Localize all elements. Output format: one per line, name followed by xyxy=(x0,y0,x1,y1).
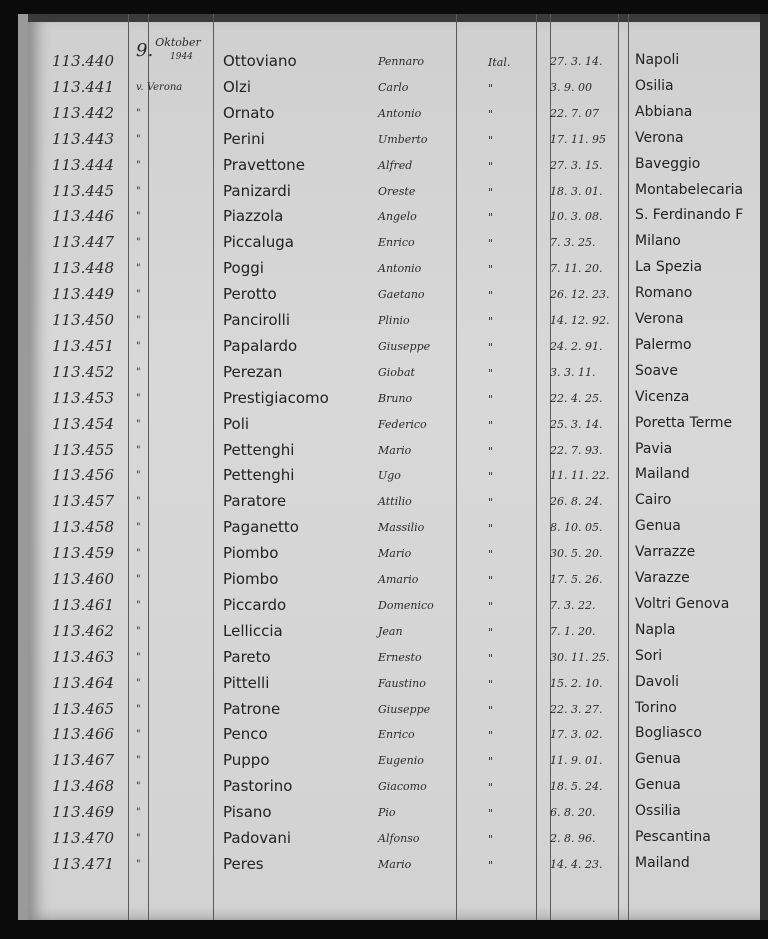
ledger-row xyxy=(28,725,768,751)
place-of-origin: " xyxy=(136,574,141,585)
surname: Pastorino xyxy=(223,777,293,796)
birthplace: Napla xyxy=(635,621,676,638)
prisoner-number: 113.469 xyxy=(52,803,115,822)
birth-date: 27. 3. 14. xyxy=(550,55,603,68)
nationality: " xyxy=(488,651,494,665)
birth-date: 6. 8. 20. xyxy=(550,806,596,820)
surname: Pittelli xyxy=(223,673,270,692)
ledger-row xyxy=(28,78,768,104)
nationality: " xyxy=(488,729,494,743)
ledger-row xyxy=(28,648,768,674)
ledger-row xyxy=(28,596,768,622)
given-name: Ernesto xyxy=(378,650,422,664)
birth-date: 30. 11. 25. xyxy=(550,650,610,664)
place-of-origin: " xyxy=(136,496,141,508)
place-of-origin: " xyxy=(136,807,141,819)
prisoner-number: 113.453 xyxy=(52,388,115,407)
prisoner-number: 113.462 xyxy=(52,621,115,640)
nationality: " xyxy=(488,133,494,147)
birthplace: Romano xyxy=(635,285,693,302)
place-of-origin: " xyxy=(136,289,141,301)
prisoner-number: 113.464 xyxy=(52,673,115,692)
surname: Lelliccia xyxy=(223,621,283,640)
birth-date: 14. 4. 23. xyxy=(550,857,603,871)
surname: Piombo xyxy=(223,544,279,563)
surname: Piccardo xyxy=(223,595,287,614)
given-name: Pennaro xyxy=(378,55,425,68)
prisoner-number: 113.445 xyxy=(52,181,115,200)
place-of-origin: " xyxy=(136,781,141,793)
nationality: " xyxy=(488,444,494,458)
ledger-row xyxy=(28,829,768,855)
surname: Poggi xyxy=(223,259,264,278)
birth-date: 7. 3. 22. xyxy=(550,598,596,612)
given-name: Enrico xyxy=(378,728,415,742)
prisoner-number: 113.447 xyxy=(52,233,115,252)
surname: Poli xyxy=(223,414,250,433)
given-name: Amario xyxy=(378,573,419,586)
surname: Pettenghi xyxy=(223,440,295,459)
given-name: Domenico xyxy=(378,598,434,612)
ledger-row xyxy=(28,285,768,311)
place-of-origin: " xyxy=(136,107,141,119)
birth-date: 7. 3. 25. xyxy=(550,236,596,250)
nationality: " xyxy=(488,289,494,303)
given-name: Mario xyxy=(378,857,412,871)
birth-date: 10. 3. 08. xyxy=(550,210,603,224)
prisoner-number: 113.452 xyxy=(52,362,115,381)
prisoner-number: 113.440 xyxy=(52,52,115,70)
birthplace: Pescantina xyxy=(635,829,711,845)
ledger-row xyxy=(28,622,768,648)
nationality: " xyxy=(488,237,494,251)
birth-date: 7. 11. 20. xyxy=(550,262,603,276)
birth-date: 18. 5. 24. xyxy=(550,780,603,794)
place-of-origin: " xyxy=(136,159,141,171)
birth-date: 30. 5. 20. xyxy=(550,547,603,561)
birthplace: Montabelecaria xyxy=(635,181,744,198)
birthplace: La Spezia xyxy=(635,259,703,276)
place-of-origin: " xyxy=(136,755,141,767)
birthplace: Napoli xyxy=(635,52,680,68)
given-name: Alfred xyxy=(378,158,413,172)
surname: Perotto xyxy=(223,285,277,304)
prisoner-number: 113.466 xyxy=(52,725,115,744)
ledger-row xyxy=(28,311,768,337)
prisoner-number: 113.459 xyxy=(52,544,115,563)
nationality: " xyxy=(488,185,494,199)
surname: Piccaluga xyxy=(223,233,294,252)
birth-date: 3. 3. 11. xyxy=(550,365,596,379)
surname: Pravettone xyxy=(223,155,305,174)
place-of-origin: " xyxy=(136,340,141,352)
surname: Pisano xyxy=(223,803,272,822)
birthplace: Torino xyxy=(635,699,677,716)
given-name: Giuseppe xyxy=(378,702,431,716)
surname: Prestigiacomo xyxy=(223,388,329,407)
ledger-row xyxy=(28,700,768,726)
nationality: " xyxy=(488,755,494,769)
birth-date: 3. 9. 00 xyxy=(550,80,592,94)
surname: Ottoviano xyxy=(223,52,297,70)
surname: Perezan xyxy=(223,362,283,381)
surname: Panizardi xyxy=(223,181,291,200)
birth-date: 11. 11. 22. xyxy=(550,469,610,483)
ledger-row xyxy=(28,441,768,467)
birthplace: Genua xyxy=(635,777,681,794)
birthplace: Genua xyxy=(635,518,681,535)
given-name: Attilio xyxy=(378,495,412,509)
nationality: " xyxy=(488,315,494,328)
given-name: Bruno xyxy=(378,391,413,405)
ledger-row xyxy=(28,233,768,259)
ledger-row xyxy=(28,130,768,156)
given-name: Gaetano xyxy=(378,288,425,302)
birthplace: Davoli xyxy=(635,673,679,690)
birth-date: 22. 7. 07 xyxy=(550,106,599,120)
birthplace: Milano xyxy=(635,233,681,250)
ledger-row xyxy=(28,518,768,544)
place-of-origin: " xyxy=(136,677,141,689)
birthplace: Sori xyxy=(635,647,663,664)
surname: Pettenghi xyxy=(223,466,295,485)
birth-date: 26. 8. 24. xyxy=(550,495,603,509)
given-name: Alfonso xyxy=(378,832,420,845)
given-name: Umberto xyxy=(378,132,428,146)
ledger-row xyxy=(28,674,768,700)
birthplace: Verona xyxy=(635,311,684,327)
prisoner-number: 113.461 xyxy=(52,595,115,614)
date-day: 9. xyxy=(136,40,154,61)
ledger-row xyxy=(28,803,768,829)
surname: Paganetto xyxy=(223,518,299,537)
given-name: Giuseppe xyxy=(378,339,431,353)
birthplace: Mailand xyxy=(635,854,690,871)
surname: Olzi xyxy=(223,77,252,96)
birthplace: Varazze xyxy=(635,570,690,586)
place-of-origin: " xyxy=(136,470,141,482)
prisoner-number: 113.441 xyxy=(52,77,115,96)
birthplace: Verona xyxy=(635,129,684,146)
ledger-row xyxy=(28,52,768,78)
nationality: " xyxy=(488,703,494,717)
prisoner-number: 113.460 xyxy=(52,570,115,588)
birth-date: 8. 10. 05. xyxy=(550,521,603,535)
given-name: Enrico xyxy=(378,236,415,250)
nationality: " xyxy=(488,781,494,795)
birthplace: Baveggio xyxy=(635,155,701,172)
nationality: " xyxy=(488,159,494,173)
ledger-row xyxy=(28,466,768,492)
surname: Perini xyxy=(223,129,265,148)
place-of-origin: " xyxy=(136,418,141,430)
surname: Ornato xyxy=(223,103,275,122)
prisoner-number: 113.444 xyxy=(52,155,115,174)
nationality: " xyxy=(488,522,494,536)
birthplace: Cairo xyxy=(635,492,672,509)
prisoner-number: 113.470 xyxy=(52,829,115,847)
nationality: " xyxy=(488,366,494,380)
ledger-row xyxy=(28,259,768,285)
ledger-row xyxy=(28,570,768,596)
birthplace: Genua xyxy=(635,751,681,768)
surname: Padovani xyxy=(223,829,292,847)
prisoner-number: 113.467 xyxy=(52,751,115,770)
birthplace: Vicenza xyxy=(635,388,690,405)
given-name: Giobat xyxy=(378,365,415,379)
given-name: Federico xyxy=(378,417,427,431)
place-of-origin: " xyxy=(136,625,141,637)
given-name: Antonio xyxy=(378,262,422,276)
given-name: Ugo xyxy=(378,469,401,483)
prisoner-number: 113.456 xyxy=(52,466,115,485)
given-name: Giacomo xyxy=(378,780,427,794)
place-of-origin: " xyxy=(136,392,141,404)
place-of-origin: " xyxy=(136,833,141,844)
birthplace: Pavia xyxy=(635,440,673,457)
birth-date: 17. 11. 95 xyxy=(550,132,606,146)
birth-date: 14. 12. 92. xyxy=(550,314,610,327)
birth-date: 11. 9. 01. xyxy=(550,754,603,768)
nationality: " xyxy=(488,340,494,354)
prisoner-number: 113.458 xyxy=(52,518,115,537)
nationality: " xyxy=(488,496,494,510)
nationality: " xyxy=(488,263,494,277)
birthplace: Varrazze xyxy=(635,544,696,561)
birthplace: Palermo xyxy=(635,336,692,353)
ledger-row xyxy=(28,104,768,130)
ledger-row xyxy=(28,544,768,570)
birthplace: Bogliasco xyxy=(635,725,702,742)
nationality: " xyxy=(488,807,494,821)
date-year: 1944 xyxy=(170,52,193,62)
birth-date: 22. 3. 27. xyxy=(550,702,603,716)
surname: Peres xyxy=(223,854,264,873)
place-of-origin: " xyxy=(136,599,141,611)
given-name: Plinio xyxy=(378,314,410,327)
surname: Pancirolli xyxy=(223,311,291,329)
given-name: Pio xyxy=(378,806,396,820)
nationality: " xyxy=(488,81,494,95)
prisoner-number: 113.446 xyxy=(52,207,115,226)
birth-date: 22. 7. 93. xyxy=(550,443,603,457)
surname: Paratore xyxy=(223,492,287,511)
date-month: Oktober xyxy=(155,36,201,49)
place-of-origin: " xyxy=(136,263,141,275)
ledger-row xyxy=(28,182,768,208)
place-of-origin: " xyxy=(136,703,141,715)
birthplace: Soave xyxy=(635,362,678,379)
surname: Pareto xyxy=(223,647,271,666)
nationality: " xyxy=(488,470,494,484)
birth-date: 26. 12. 23. xyxy=(550,288,610,302)
birth-date: 2. 8. 96. xyxy=(550,832,596,845)
birth-date: 17. 5. 26. xyxy=(550,573,603,586)
given-name: Jean xyxy=(378,624,403,638)
surname: Piazzola xyxy=(223,207,284,226)
prisoner-number: 113.465 xyxy=(52,699,115,718)
place-of-origin: " xyxy=(136,522,141,534)
place-of-origin: " xyxy=(136,651,141,663)
nationality: " xyxy=(488,548,494,562)
ledger-row xyxy=(28,855,768,881)
given-name: Massilio xyxy=(378,521,425,535)
ledger-row xyxy=(28,492,768,518)
place-of-origin: " xyxy=(136,548,141,560)
birth-date: 15. 2. 10. xyxy=(550,676,603,690)
birthplace: S. Ferdinando F xyxy=(635,207,744,224)
birthplace: Ossilia xyxy=(635,803,681,820)
ledger-row xyxy=(28,363,768,389)
birthplace: Poretta Terme xyxy=(635,414,733,431)
ledger-page xyxy=(18,14,768,920)
prisoner-number: 113.449 xyxy=(52,285,115,304)
place-of-origin: " xyxy=(136,444,141,456)
prisoner-number: 113.450 xyxy=(52,311,115,329)
surname: Penco xyxy=(223,725,268,744)
birthplace: Voltri Genova xyxy=(635,595,730,612)
nationality: " xyxy=(488,599,494,613)
birth-date: 27. 3. 15. xyxy=(550,158,603,172)
place-of-origin: " xyxy=(136,858,141,870)
ledger-row xyxy=(28,156,768,182)
nationality: " xyxy=(488,107,494,121)
prisoner-number: 113.463 xyxy=(52,647,115,666)
birthplace: Abbiana xyxy=(635,103,693,120)
given-name: Faustino xyxy=(378,676,426,690)
birth-date: 17. 3. 02. xyxy=(550,728,603,742)
surname: Piombo xyxy=(223,570,279,588)
place-of-origin: " xyxy=(136,237,141,249)
birthplace: Osilia xyxy=(635,77,674,94)
birth-date: 18. 3. 01. xyxy=(550,184,603,198)
nationality: Ital. xyxy=(488,56,511,69)
ledger-row xyxy=(28,777,768,803)
prisoner-number: 113.451 xyxy=(52,336,115,355)
ledger-row xyxy=(28,389,768,415)
surname: Papalardo xyxy=(223,336,298,355)
given-name: Eugenio xyxy=(378,754,424,768)
prisoner-number: 113.442 xyxy=(52,103,115,122)
given-name: Mario xyxy=(378,443,412,457)
given-name: Angelo xyxy=(378,210,417,224)
birth-date: 24. 2. 91. xyxy=(550,339,603,353)
birth-date: 22. 4. 25. xyxy=(550,391,603,405)
nationality: " xyxy=(488,677,494,691)
prisoner-number: 113.443 xyxy=(52,129,115,148)
nationality: " xyxy=(488,574,494,587)
place-of-origin: " xyxy=(136,133,141,145)
ledger-row xyxy=(28,751,768,777)
prisoner-number: 113.454 xyxy=(52,414,115,433)
nationality: " xyxy=(488,211,494,225)
given-name: Carlo xyxy=(378,80,409,94)
birthplace: Mailand xyxy=(635,466,690,483)
birth-date: 25. 3. 14. xyxy=(550,417,603,431)
given-name: Mario xyxy=(378,547,412,561)
place-of-origin: " xyxy=(136,729,141,741)
place-of-origin: " xyxy=(136,315,141,326)
nationality: " xyxy=(488,833,494,846)
surname: Patrone xyxy=(223,699,281,718)
given-name: Antonio xyxy=(378,106,422,120)
prisoner-number: 113.471 xyxy=(52,854,115,873)
nationality: " xyxy=(488,858,494,872)
prisoner-number: 113.457 xyxy=(52,492,115,511)
prisoner-number: 113.448 xyxy=(52,259,115,278)
ledger-row xyxy=(28,415,768,441)
birth-date: 7. 1. 20. xyxy=(550,624,596,638)
place-of-origin: " xyxy=(136,185,141,197)
ledger-row xyxy=(28,207,768,233)
prisoner-number: 113.468 xyxy=(52,777,115,796)
page-top-edge xyxy=(28,14,768,22)
nationality: " xyxy=(488,625,494,639)
nationality: " xyxy=(488,392,494,406)
nationality: " xyxy=(488,418,494,432)
place-of-origin: v. Verona xyxy=(136,81,183,93)
given-name: Oreste xyxy=(378,184,416,198)
surname: Puppo xyxy=(223,751,270,770)
ledger-row xyxy=(28,337,768,363)
prisoner-number: 113.455 xyxy=(52,440,115,459)
place-of-origin: " xyxy=(136,366,141,378)
place-of-origin: " xyxy=(136,211,141,223)
page-right-edge xyxy=(760,14,768,920)
